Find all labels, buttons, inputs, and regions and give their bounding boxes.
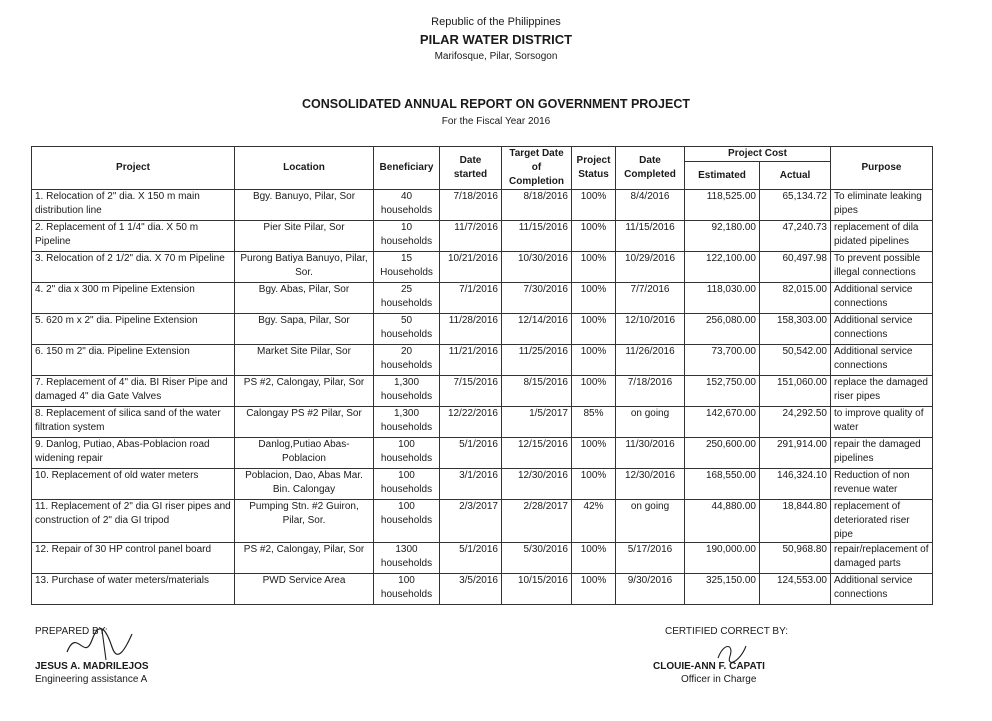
status-cell: 100% <box>572 283 616 314</box>
date-started-cell: 10/21/2016 <box>440 252 502 283</box>
header-project: Project <box>32 147 235 190</box>
project-cell: 4. 2" dia x 300 m Pipeline Extension <box>32 283 235 314</box>
date-completed-cell: 12/10/2016 <box>616 314 685 345</box>
project-cell: 6. 150 m 2" dia. Pipeline Extension <box>32 345 235 376</box>
date-completed-cell: 8/4/2016 <box>616 190 685 221</box>
table-row <box>32 190 933 221</box>
project-cell: 11. Replacement of 2" dia GI riser pipes and construction of 2" dia GI tripod <box>32 500 235 543</box>
actual-cost-cell: 124,553.00 <box>760 574 831 605</box>
project-cell: 12. Repair of 30 HP control panel board <box>32 543 235 574</box>
actual-cost-cell: 82,015.00 <box>760 283 831 314</box>
estimated-cost-cell: 152,750.00 <box>685 376 760 407</box>
purpose-cell: Additional service connections <box>831 574 933 605</box>
project-cell: 3. Relocation of 2 1/2" dia. X 70 m Pipeline <box>32 252 235 283</box>
target-date-cell: 11/25/2016 <box>502 345 572 376</box>
table-row <box>32 314 933 345</box>
target-date-cell: 12/30/2016 <box>502 469 572 500</box>
location-cell: PS #2, Calongay, Pilar, Sor <box>235 543 374 574</box>
header-purpose: Purpose <box>831 147 933 190</box>
organization-address: Marifosque, Pilar, Sorsogon <box>434 51 558 62</box>
beneficiary-cell: 100 households <box>374 500 440 543</box>
prepared-by-title: Engineering assistance A <box>35 674 148 685</box>
beneficiary-cell: 15 Households <box>374 252 440 283</box>
estimated-cost-cell: 250,600.00 <box>685 438 760 469</box>
status-cell: 100% <box>572 469 616 500</box>
table-row <box>32 438 933 469</box>
date-completed-cell: 7/7/2016 <box>616 283 685 314</box>
date-completed-cell: 12/30/2016 <box>616 469 685 500</box>
beneficiary-cell: 20 households <box>374 345 440 376</box>
date-completed-cell: 10/29/2016 <box>616 252 685 283</box>
location-cell: Pumping Stn. #2 Guiron, Pilar, Sor. <box>235 500 374 543</box>
date-started-cell: 11/28/2016 <box>440 314 502 345</box>
location-cell: Bgy. Sapa, Pilar, Sor <box>235 314 374 345</box>
table-row <box>32 469 933 500</box>
project-cell: 2. Replacement of 1 1/4" dia. X 50 m Pipeline <box>32 221 235 252</box>
header-actual: Actual <box>760 162 831 190</box>
organization-name: PILAR WATER DISTRICT <box>419 32 573 47</box>
location-cell: PWD Service Area <box>235 574 374 605</box>
table-row <box>32 407 933 438</box>
location-cell: Pier Site Pilar, Sor <box>235 221 374 252</box>
date-completed-cell: 11/15/2016 <box>616 221 685 252</box>
project-table <box>31 146 933 605</box>
target-date-cell: 10/15/2016 <box>502 574 572 605</box>
beneficiary-cell: 25 households <box>374 283 440 314</box>
location-cell: Bgy. Abas, Pilar, Sor <box>235 283 374 314</box>
status-cell: 100% <box>572 574 616 605</box>
header-beneficiary: Beneficiary <box>374 147 440 190</box>
prepared-by-label: PREPARED BY: <box>35 626 108 637</box>
certified-by-title: Officer in Charge <box>681 674 757 685</box>
table-row <box>32 543 933 574</box>
purpose-cell: replacement of deteriorated riser pipe <box>831 500 933 543</box>
actual-cost-cell: 291,914.00 <box>760 438 831 469</box>
date-completed-cell: on going <box>616 407 685 438</box>
date-completed-cell: 9/30/2016 <box>616 574 685 605</box>
date-started-cell: 12/22/2016 <box>440 407 502 438</box>
beneficiary-cell: 1300 households <box>374 543 440 574</box>
location-cell: Market Site Pilar, Sor <box>235 345 374 376</box>
header-date-completed: Date Completed <box>616 147 685 190</box>
location-cell: Bgy. Banuyo, Pilar, Sor <box>235 190 374 221</box>
estimated-cost-cell: 168,550.00 <box>685 469 760 500</box>
prepared-by-name: JESUS A. MADRILEJOS <box>35 661 149 672</box>
date-started-cell: 2/3/2017 <box>440 500 502 543</box>
status-cell: 100% <box>572 221 616 252</box>
date-completed-cell: 7/18/2016 <box>616 376 685 407</box>
location-cell: Danlog,Putiao Abas-Poblacion <box>235 438 374 469</box>
project-cell: 13. Purchase of water meters/materials <box>32 574 235 605</box>
table-row <box>32 221 933 252</box>
actual-cost-cell: 60,497.98 <box>760 252 831 283</box>
date-started-cell: 3/1/2016 <box>440 469 502 500</box>
beneficiary-cell: 100 households <box>374 574 440 605</box>
table-row <box>32 500 933 543</box>
actual-cost-cell: 146,324.10 <box>760 469 831 500</box>
location-cell: PS #2, Calongay, Pilar, Sor <box>235 376 374 407</box>
target-date-cell: 2/28/2017 <box>502 500 572 543</box>
purpose-cell: Additional service connections <box>831 345 933 376</box>
estimated-cost-cell: 256,080.00 <box>685 314 760 345</box>
target-date-cell: 7/30/2016 <box>502 283 572 314</box>
purpose-cell: repair the damaged pipelines <box>831 438 933 469</box>
header-project-status: Project Status <box>572 147 616 190</box>
target-date-cell: 12/15/2016 <box>502 438 572 469</box>
status-cell: 100% <box>572 314 616 345</box>
report-subtitle: For the Fiscal Year 2016 <box>441 116 551 127</box>
target-date-cell: 11/15/2016 <box>502 221 572 252</box>
target-date-cell: 12/14/2016 <box>502 314 572 345</box>
beneficiary-cell: 50 households <box>374 314 440 345</box>
beneficiary-cell: 40 households <box>374 190 440 221</box>
status-cell: 100% <box>572 543 616 574</box>
table-body <box>32 190 933 605</box>
actual-cost-cell: 18,844.80 <box>760 500 831 543</box>
status-cell: 100% <box>572 438 616 469</box>
report-title: CONSOLIDATED ANNUAL REPORT ON GOVERNMENT PROJECT <box>302 97 690 111</box>
status-cell: 100% <box>572 252 616 283</box>
purpose-cell: to improve quality of water <box>831 407 933 438</box>
estimated-cost-cell: 325,150.00 <box>685 574 760 605</box>
purpose-cell: Additional service connections <box>831 283 933 314</box>
actual-cost-cell: 158,303.00 <box>760 314 831 345</box>
header-target-date: Target Date of Completion <box>502 147 572 190</box>
target-date-cell: 10/30/2016 <box>502 252 572 283</box>
purpose-cell: replacement of dila pidated pipelines <box>831 221 933 252</box>
location-cell: Calongay PS #2 Pilar, Sor <box>235 407 374 438</box>
project-cell: 1. Relocation of 2" dia. X 150 m main distribution line <box>32 190 235 221</box>
certified-by-name: CLOUIE-ANN F. CAPATI <box>653 661 765 672</box>
project-cell: 9. Danlog, Putiao, Abas-Poblacion road widening repair <box>32 438 235 469</box>
estimated-cost-cell: 92,180.00 <box>685 221 760 252</box>
location-cell: Purong Batiya Banuyo, Pilar, Sor. <box>235 252 374 283</box>
actual-cost-cell: 47,240.73 <box>760 221 831 252</box>
table-row <box>32 283 933 314</box>
actual-cost-cell: 24,292.50 <box>760 407 831 438</box>
target-date-cell: 8/15/2016 <box>502 376 572 407</box>
table-row <box>32 376 933 407</box>
target-date-cell: 1/5/2017 <box>502 407 572 438</box>
estimated-cost-cell: 73,700.00 <box>685 345 760 376</box>
target-date-cell: 8/18/2016 <box>502 190 572 221</box>
project-cell: 10. Replacement of old water meters <box>32 469 235 500</box>
estimated-cost-cell: 142,670.00 <box>685 407 760 438</box>
beneficiary-cell: 1,300 households <box>374 407 440 438</box>
beneficiary-cell: 100 households <box>374 438 440 469</box>
beneficiary-cell: 10 households <box>374 221 440 252</box>
actual-cost-cell: 65,134.72 <box>760 190 831 221</box>
actual-cost-cell: 151,060.00 <box>760 376 831 407</box>
actual-cost-cell: 50,542.00 <box>760 345 831 376</box>
status-cell: 85% <box>572 407 616 438</box>
purpose-cell: Additional service connections <box>831 314 933 345</box>
estimated-cost-cell: 122,100.00 <box>685 252 760 283</box>
header-estimated: Estimated <box>685 162 760 190</box>
project-cell: 5. 620 m x 2" dia. Pipeline Extension <box>32 314 235 345</box>
table-row <box>32 345 933 376</box>
purpose-cell: To eliminate leaking pipes <box>831 190 933 221</box>
header-date-started: Date started <box>440 147 502 190</box>
target-date-cell: 5/30/2016 <box>502 543 572 574</box>
actual-cost-cell: 50,968.80 <box>760 543 831 574</box>
estimated-cost-cell: 118,525.00 <box>685 190 760 221</box>
date-completed-cell: on going <box>616 500 685 543</box>
purpose-cell: To prevent possible illegal connections <box>831 252 933 283</box>
date-started-cell: 7/18/2016 <box>440 190 502 221</box>
date-completed-cell: 11/26/2016 <box>616 345 685 376</box>
table-row <box>32 252 933 283</box>
prepared-signature <box>62 622 142 662</box>
date-started-cell: 11/7/2016 <box>440 221 502 252</box>
date-completed-cell: 11/30/2016 <box>616 438 685 469</box>
beneficiary-cell: 100 households <box>374 469 440 500</box>
purpose-cell: replace the damaged riser pipes <box>831 376 933 407</box>
table-row <box>32 574 933 605</box>
country-line: Republic of the Philippines <box>431 16 561 28</box>
estimated-cost-cell: 44,880.00 <box>685 500 760 543</box>
purpose-cell: repair/replacement of damaged parts <box>831 543 933 574</box>
project-cell: 7. Replacement of 4" dia. BI Riser Pipe and damaged 4" dia Gate Valves <box>32 376 235 407</box>
date-started-cell: 11/21/2016 <box>440 345 502 376</box>
estimated-cost-cell: 118,030.00 <box>685 283 760 314</box>
header-location: Location <box>235 147 374 190</box>
date-started-cell: 5/1/2016 <box>440 438 502 469</box>
status-cell: 100% <box>572 190 616 221</box>
beneficiary-cell: 1,300 households <box>374 376 440 407</box>
header-project-cost: Project Cost <box>685 147 831 162</box>
location-cell: Poblacion, Dao, Abas Mar. Bin. Calongay <box>235 469 374 500</box>
certified-by-label: CERTIFIED CORRECT BY: <box>665 626 788 637</box>
date-started-cell: 7/15/2016 <box>440 376 502 407</box>
date-started-cell: 7/1/2016 <box>440 283 502 314</box>
project-cell: 8. Replacement of silica sand of the water filtration system <box>32 407 235 438</box>
date-started-cell: 5/1/2016 <box>440 543 502 574</box>
status-cell: 100% <box>572 345 616 376</box>
status-cell: 42% <box>572 500 616 543</box>
date-started-cell: 3/5/2016 <box>440 574 502 605</box>
status-cell: 100% <box>572 376 616 407</box>
date-completed-cell: 5/17/2016 <box>616 543 685 574</box>
purpose-cell: Reduction of non revenue water <box>831 469 933 500</box>
estimated-cost-cell: 190,000.00 <box>685 543 760 574</box>
